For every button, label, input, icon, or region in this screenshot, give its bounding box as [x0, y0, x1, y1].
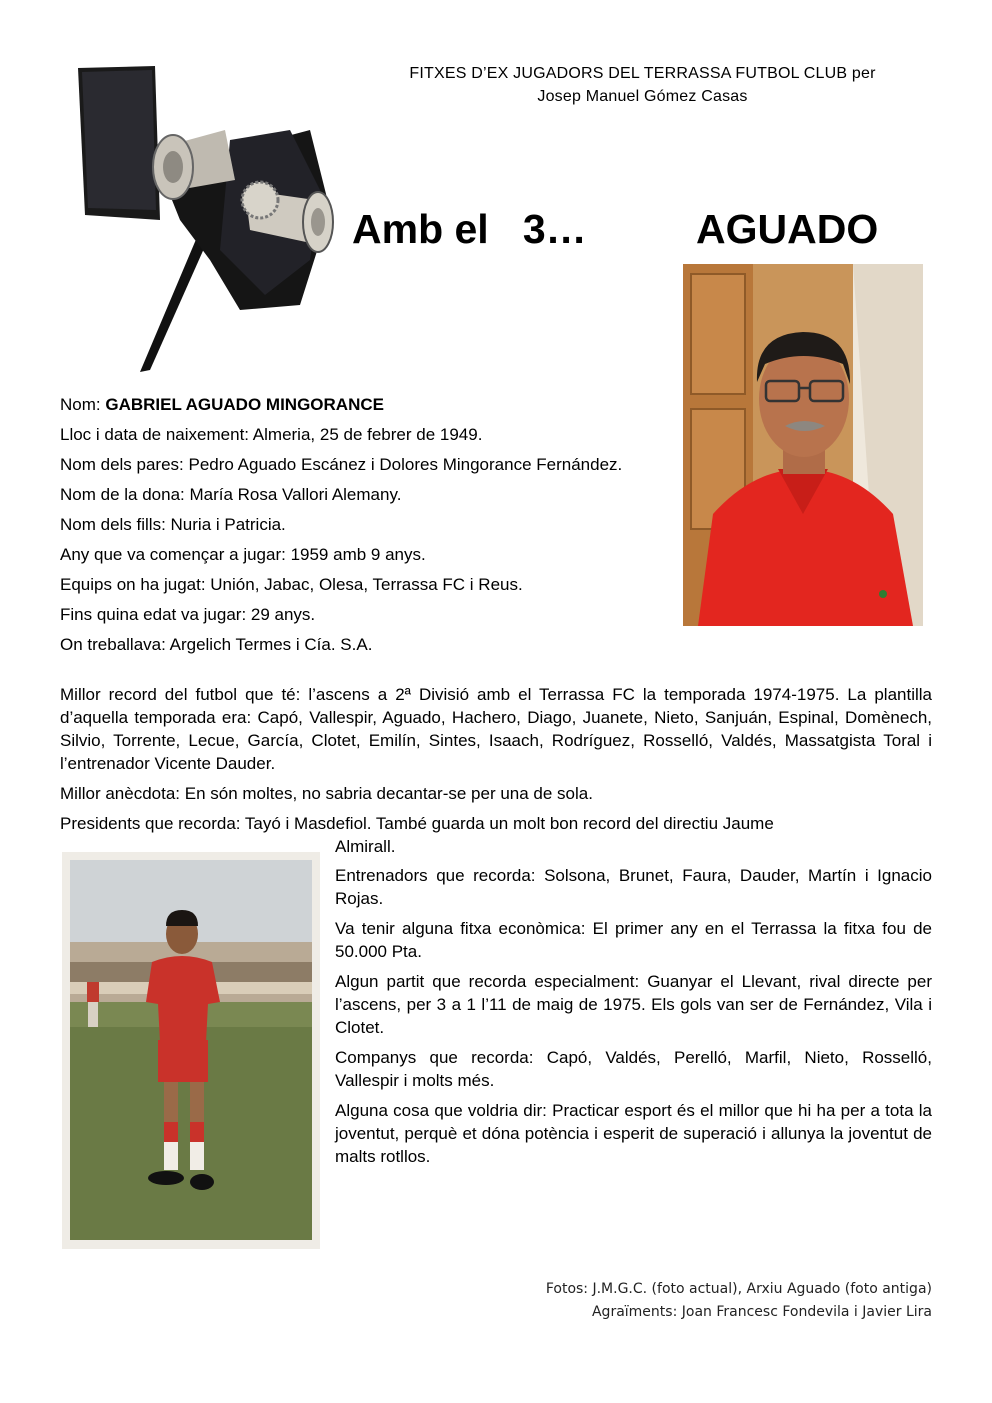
bio-fields-full — [60, 683, 932, 865]
header-author: Josep Manuel Gómez Casas — [537, 88, 748, 105]
header-line-1: FITXES D’EX JUGADORS DEL TERRASSA FUTBOL CLUB per — [409, 65, 876, 82]
field-start-year: Any que va començar a jugar: 1959 amb 9 anys. — [60, 545, 426, 564]
title-number: Amb el 3… — [352, 206, 587, 252]
field-contract: Va tenir alguna fitxa econòmica: El primer any en el Terrassa la fitxa fou de 50.000 Pta. — [335, 919, 932, 961]
vintage-photo — [62, 852, 320, 1249]
field-wife: Nom de la dona: María Rosa Vallori Alemany. — [60, 485, 402, 504]
title-player-name: AGUADO — [696, 206, 879, 252]
field-teams: Equips on ha jugat: Unión, Jabac, Olesa, Terrassa FC i Reus. — [60, 575, 523, 594]
player-full-name: GABRIEL AGUADO MINGORANCE — [105, 395, 384, 414]
field-work: On treballava: Argelich Termes i Cía. S.A. — [60, 635, 373, 654]
field-presidents-cont: Almirall. — [335, 837, 396, 856]
field-children: Nom dels fills: Nuria i Patricia. — [60, 515, 286, 534]
document-header — [330, 62, 955, 108]
field-name — [60, 393, 665, 416]
credits — [546, 1278, 932, 1324]
loudspeaker-icon — [60, 60, 345, 375]
bio-fields-top — [60, 393, 665, 663]
field-parents: Nom dels pares: Pedro Aguado Escánez i Dolores Mingorance Fernández. — [60, 455, 623, 474]
photo-credits: Fotos: J.M.G.C. (foto actual), Arxiu Aguado (foto antiga) — [545, 1281, 932, 1297]
field-birth: Lloc i data de naixement: Almeria, 25 de febrer de 1949. — [60, 425, 483, 444]
field-coaches: Entrenadors que recorda: Solsona, Brunet, Faura, Dauder, Martín i Ignacio Rojas. — [335, 866, 932, 908]
name-label: Nom: — [60, 395, 106, 414]
field-best-memory: Millor record del futbol que té: l’ascens a 2ª Divisió amb el Terrassa FC la temporada 1974-1975. La plantilla d’aquella temporada era: Capó, Vallespir, Aguado, Hachero, Diago, Juanete, Nieto, Sanjuán, Espinal, Domènech, Silvio, Torrente, Lecue, García, Clotet, Emilín, Sintes, Isaach, Rodríguez, Rosselló, Valdés, Massatgista Toral i l’entrenador Vicente Dauder. — [60, 685, 932, 773]
field-anecdote: Millor anècdota: En són moltes, no sabria decantar-se per una de sola. — [60, 784, 593, 803]
field-match: Algun partit que recorda especialment: Guanyar el Llevant, rival directe per l’ascens, per 3 a 1 l’11 de maig de 1975. Els gols van ser de Fernández, Vila i Clotet. — [335, 972, 932, 1037]
current-photo — [683, 264, 923, 626]
bio-fields-right — [335, 864, 932, 1175]
field-age: Fins quina edat va jugar: 29 anys. — [60, 605, 316, 624]
acknowledgements: Agraïments: Joan Francesc Fondevila i Javier Lira — [591, 1304, 932, 1320]
field-presidents: Presidents que recorda: Tayó i Masdefiol. També guarda un molt bon record del directiu Jaume — [60, 814, 774, 833]
field-teammates: Companys que recorda: Capó, Valdés, Perelló, Marfil, Nieto, Rosselló, Vallespir i molts més. — [335, 1048, 932, 1090]
field-message: Alguna cosa que voldria dir: Practicar esport és el millor que hi ha per a tota la joventut, perquè et dóna potència i esperit de superació i allunya la joventut de malts rotllos. — [335, 1101, 932, 1166]
